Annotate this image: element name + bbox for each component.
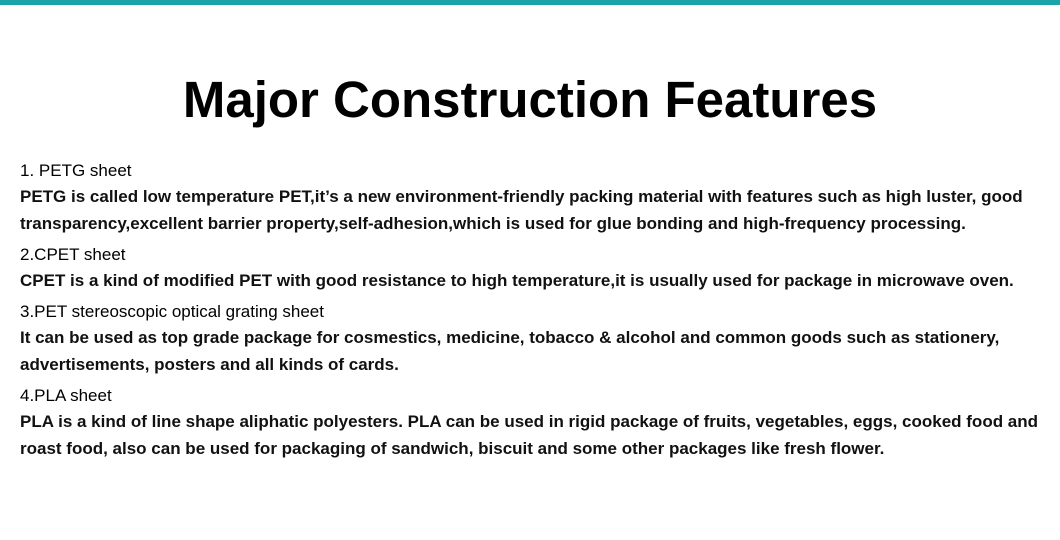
feature-section-pla [20,384,1050,462]
feature-section-cpet [20,243,1050,294]
section-body: It can be used as top grade package for cosmestics, medicine, tobacco & alcohol and common goods such as stationery, advertisements, posters and all kinds of cards. [20,328,1000,374]
section-body: PETG is called low temperature PET,it’s a new environment-friendly packing material with features such as high luster, good transparency,excellent barrier property,self-adhesion,which is used for glue bonding and high-frequency processing. [20,187,1023,233]
feature-section-pet-grating [20,300,1050,378]
section-heading: 3.PET stereoscopic optical grating sheet [20,302,324,321]
top-accent-bar [0,0,1060,5]
section-body: PLA is a kind of line shape aliphatic polyesters. PLA can be used in rigid package of fruits, vegetables, eggs, cooked food and roast food, also can be used for packaging of sandwich, biscuit and some other packages like fresh flower. [20,412,1039,458]
section-heading: 2.CPET sheet [20,245,126,264]
section-heading: 1. PETG sheet [20,161,132,180]
features-content [20,159,1050,468]
page-title: Major Construction Features [182,71,878,128]
feature-section-petg [20,159,1050,237]
section-heading: 4.PLA sheet [20,386,112,405]
section-body: CPET is a kind of modified PET with good resistance to high temperature,it is usually used for package in microwave oven. [20,271,1014,290]
